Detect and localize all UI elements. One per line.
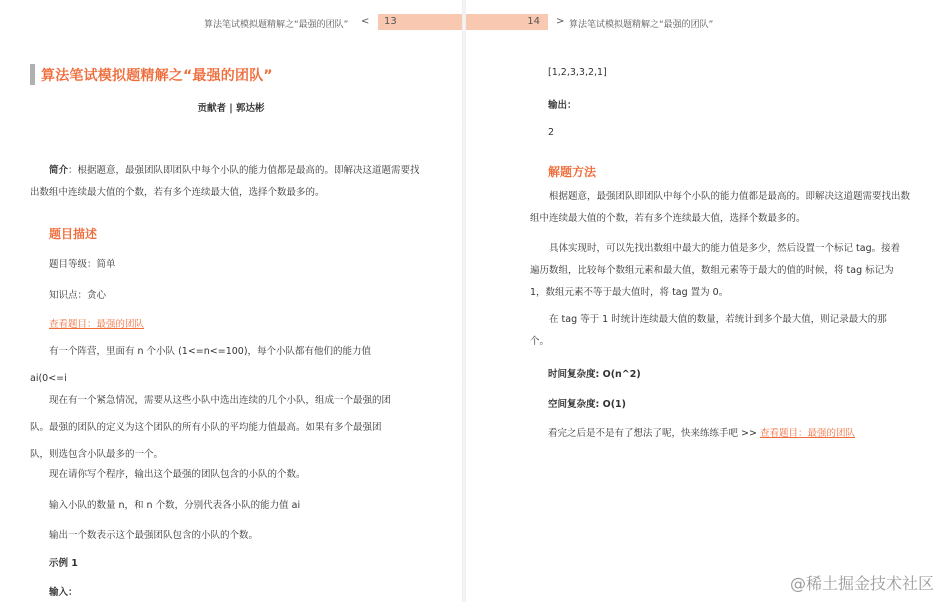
view-problem-link[interactable]: 查看题目：最强的团队 — [49, 319, 145, 330]
closing-text: 看完之后是不是有了想法了呢，快来练练手吧 >> — [548, 428, 760, 439]
left-page — [0, 0, 462, 602]
problem-paragraph-1: 有一个阵营，里面有 n 个小队 (1<=n<=100)，每个小队都有他们的能力值 ai(0<=i — [30, 346, 372, 384]
solution-paragraph-3: 在 tag 等于 1 时统计连续最大值的数量，若统计到多个最大值，则记录最大的那个。 — [530, 314, 887, 347]
right-header-title: 算法笔试模拟题精解之“最强的团队” — [569, 20, 714, 30]
example-label: 示例 1 — [49, 558, 78, 569]
time-complexity-label: 时间复杂度 — [548, 369, 596, 380]
site-watermark: @稀土掘金技术社区 — [789, 574, 934, 593]
space-complexity — [548, 396, 626, 410]
example-input-value: [1,2,3,3,2,1] — [548, 67, 607, 78]
section-heading-solution: 解题方法 — [548, 165, 597, 179]
author-line: 贡献者 | 郭达彬 — [197, 103, 265, 114]
right-page-number: 14 — [466, 14, 548, 30]
space-complexity-label: 空间复杂度 — [548, 399, 596, 410]
time-complexity — [548, 366, 641, 380]
problem-paragraph-5: 输出一个数表示这个最强团队包含的小队的个数。 — [49, 530, 259, 541]
space-complexity-value: : O(1) — [595, 399, 626, 410]
difficulty-level: 题目等级：简单 — [49, 259, 116, 270]
problem-paragraph-2: 现在有一个紧急情况，需要从这些小队中选出连续的几个小队，组成一个最强的团队。最强的团队的定义为这个团队的所有小队的平均能力值最高。如果有多个最强团队，则选包含小队最多的一个。 — [30, 395, 392, 460]
section-heading-description: 题目描述 — [49, 227, 98, 241]
solution-paragraph-1: 根据题意，最强团队即团队中每个小队的能力值都是最高的。即解决这道题需要找出数组中连续最大值的个数，若有多个连续最大值，选择个数最多的。 — [530, 191, 911, 224]
closing-line — [548, 425, 855, 439]
document-title: 算法笔试模拟题精解之“最强的团队” — [41, 68, 273, 84]
right-page — [466, 0, 942, 602]
knowledge-point: 知识点：贪心 — [49, 290, 107, 301]
title-accent-bar — [30, 64, 35, 85]
input-label: 输入： — [49, 587, 78, 598]
time-complexity-value: : O(n^2) — [595, 369, 641, 380]
intro-label: 简介 — [49, 165, 69, 176]
problem-paragraph-4: 输入小队的数量 n，和 n 个数，分别代表各小队的能力值 ai — [49, 500, 301, 511]
left-page-number: 13 — [378, 14, 462, 30]
solution-paragraph-2: 具体实现时，可以先找出数组中最大的能力值是多少，然后设置一个标记 tag。接着遍历数组，比较每个数组元素和最大值，数组元素等于最大的值的时候，将 tag 标记为 1，数组元素不等于最大值时，将 tag 置为 0。 — [530, 243, 901, 298]
next-page-arrow[interactable]: > — [556, 16, 565, 27]
problem-paragraph-3: 现在请你写个程序，输出这个最强的团队包含的小队的个数。 — [49, 469, 306, 480]
prev-page-arrow[interactable]: < — [361, 16, 370, 27]
intro-text: ：根据题意，最强团队即团队中每个小队的能力值都是最高的。即解决这道题需要找出数组中连续最大值的个数，若有多个连续最大值，选择个数最多的。 — [30, 165, 420, 198]
intro-paragraph — [30, 160, 426, 204]
output-label: 输出： — [548, 100, 577, 111]
output-value: 2 — [548, 127, 555, 138]
closing-view-problem-link[interactable]: 查看题目：最强的团队 — [759, 428, 855, 439]
left-header-title: 算法笔试模拟题精解之“最强的团队” — [204, 20, 349, 30]
